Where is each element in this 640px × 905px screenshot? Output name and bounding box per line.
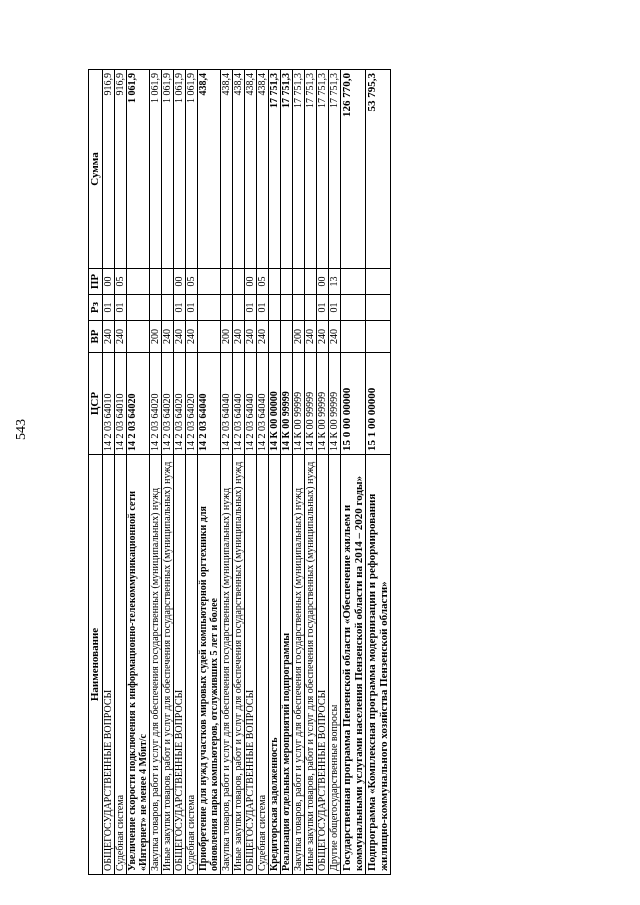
table-row xyxy=(221,70,233,875)
cell-pr xyxy=(305,269,317,295)
cell-name: Кредиторская задолженность xyxy=(269,455,281,875)
cell-rz: 01 xyxy=(245,295,257,321)
cell-csr: 14 2 03 64040 xyxy=(233,353,245,455)
table-row xyxy=(162,70,174,875)
cell-sum: 438,4 xyxy=(245,70,257,269)
cell-sum: 438,4 xyxy=(257,70,269,269)
cell-pr xyxy=(293,269,305,295)
cell-sum: 17 751,3 xyxy=(269,70,281,269)
table-row xyxy=(198,70,221,875)
cell-pr xyxy=(221,269,233,295)
cell-rz xyxy=(198,295,221,321)
cell-rz xyxy=(233,295,245,321)
cell-pr xyxy=(150,269,162,295)
table-header-row xyxy=(89,70,103,875)
cell-pr: 00 xyxy=(245,269,257,295)
cell-name: Судебная система xyxy=(186,455,198,875)
cell-rz xyxy=(269,295,281,321)
cell-rz: 01 xyxy=(329,295,341,321)
table-row xyxy=(115,70,127,875)
cell-rz: 01 xyxy=(257,295,269,321)
cell-name: ОБЩЕГОСУДАРСТВЕННЫЕ ВОПРОСЫ xyxy=(103,455,115,875)
cell-pr xyxy=(366,269,391,295)
cell-name: Реализация отдельных мероприятий подпрограммы xyxy=(281,455,293,875)
cell-name: ОБЩЕГОСУДАРСТВЕННЫЕ ВОПРОСЫ xyxy=(245,455,257,875)
cell-sum: 916,9 xyxy=(103,70,115,269)
table-row xyxy=(174,70,186,875)
cell-sum: 438,4 xyxy=(221,70,233,269)
cell-name: ОБЩЕГОСУДАРСТВЕННЫЕ ВОПРОСЫ xyxy=(174,455,186,875)
budget-table xyxy=(88,69,391,875)
cell-pr: 00 xyxy=(174,269,186,295)
cell-sum: 53 795,3 xyxy=(366,70,391,269)
cell-rz: 01 xyxy=(174,295,186,321)
cell-name: Подпрограмма «Комплексная программа модернизации и реформирования жилищно-коммунального хозяйства Пензенской области» xyxy=(366,455,391,875)
header-sum: Сумма xyxy=(89,70,103,269)
table-row xyxy=(366,70,391,875)
cell-rz: 01 xyxy=(115,295,127,321)
cell-csr: 14 К 00 99999 xyxy=(281,353,293,455)
page-number: 543 xyxy=(14,419,29,440)
cell-vr: 200 xyxy=(150,321,162,353)
cell-rz xyxy=(162,295,174,321)
cell-csr: 14 2 03 64040 xyxy=(245,353,257,455)
cell-name: Иные закупки товаров, работ и услуг для обеспечения государственных (муниципальных) нужд xyxy=(305,455,317,875)
header-vr: ВР xyxy=(89,321,103,353)
cell-vr xyxy=(127,321,150,353)
cell-csr: 14 2 03 64020 xyxy=(150,353,162,455)
cell-rz: 01 xyxy=(186,295,198,321)
cell-pr xyxy=(233,269,245,295)
table-row xyxy=(186,70,198,875)
cell-csr: 14 К 00 99999 xyxy=(329,353,341,455)
cell-csr: 14 К 00 99999 xyxy=(305,353,317,455)
cell-pr: 00 xyxy=(317,269,329,295)
table-row xyxy=(305,70,317,875)
cell-vr: 240 xyxy=(305,321,317,353)
cell-sum: 1 061,9 xyxy=(174,70,186,269)
cell-csr: 15 1 00 00000 xyxy=(366,353,391,455)
cell-name: Государственная программа Пензенской области «Обеспечение жильем и коммунальными услугами населения Пензенской области на 2014 – 2020 годы» xyxy=(341,455,366,875)
cell-name: Закупка товаров, работ и услуг для обеспечения государственных (муниципальных) нужд xyxy=(150,455,162,875)
cell-sum: 17 751,3 xyxy=(317,70,329,269)
cell-pr: 13 xyxy=(329,269,341,295)
cell-vr xyxy=(366,321,391,353)
cell-name: Увеличение скорости подключения к информационно-телекоммуникационной сети «Интернет» не менее 4 Мбит/с xyxy=(127,455,150,875)
cell-rz xyxy=(305,295,317,321)
cell-rz xyxy=(293,295,305,321)
cell-pr xyxy=(281,269,293,295)
cell-csr: 14 К 00 00000 xyxy=(269,353,281,455)
cell-name: Закупка товаров, работ и услуг для обеспечения государственных (муниципальных) нужд xyxy=(221,455,233,875)
cell-name: Иные закупки товаров, работ и услуг для обеспечения государственных (муниципальных) нужд xyxy=(233,455,245,875)
cell-csr: 14 2 03 64010 xyxy=(115,353,127,455)
cell-rz: 01 xyxy=(103,295,115,321)
cell-rz xyxy=(366,295,391,321)
table-row xyxy=(127,70,150,875)
cell-vr: 240 xyxy=(186,321,198,353)
cell-csr: 14 К 00 99999 xyxy=(317,353,329,455)
table-row xyxy=(269,70,281,875)
cell-name: Закупка товаров, работ и услуг для обеспечения государственных (муниципальных) нужд xyxy=(293,455,305,875)
cell-sum: 916,9 xyxy=(115,70,127,269)
cell-sum: 1 061,9 xyxy=(150,70,162,269)
cell-sum: 1 061,9 xyxy=(186,70,198,269)
cell-csr: 14 2 03 64020 xyxy=(186,353,198,455)
header-csr: ЦСР xyxy=(89,353,103,455)
cell-pr: 05 xyxy=(115,269,127,295)
cell-name: Приобретение для нужд участков мировых судей компьютерной оргтехники для обновления парка компьютеров, отслуживших 5 лет и более xyxy=(198,455,221,875)
cell-pr: 05 xyxy=(186,269,198,295)
table-row xyxy=(341,70,366,875)
cell-vr: 240 xyxy=(233,321,245,353)
cell-vr: 240 xyxy=(103,321,115,353)
cell-sum: 17 751,3 xyxy=(293,70,305,269)
cell-vr: 200 xyxy=(293,321,305,353)
cell-sum: 438,4 xyxy=(233,70,245,269)
cell-vr: 200 xyxy=(221,321,233,353)
cell-pr: 00 xyxy=(103,269,115,295)
cell-sum: 438,4 xyxy=(198,70,221,269)
cell-csr: 15 0 00 00000 xyxy=(341,353,366,455)
table-row xyxy=(317,70,329,875)
cell-name: Судебная система xyxy=(257,455,269,875)
header-pr: ПР xyxy=(89,269,103,295)
cell-pr: 05 xyxy=(257,269,269,295)
table-row xyxy=(257,70,269,875)
cell-sum: 1 061,9 xyxy=(127,70,150,269)
cell-sum: 126 770,0 xyxy=(341,70,366,269)
cell-vr: 240 xyxy=(329,321,341,353)
cell-csr: 14 2 03 64010 xyxy=(103,353,115,455)
table-row xyxy=(293,70,305,875)
cell-pr xyxy=(127,269,150,295)
table-row xyxy=(329,70,341,875)
cell-sum: 17 751,3 xyxy=(281,70,293,269)
cell-rz xyxy=(127,295,150,321)
cell-csr: 14 2 03 64040 xyxy=(198,353,221,455)
cell-name: Судебная система xyxy=(115,455,127,875)
cell-pr xyxy=(198,269,221,295)
cell-vr: 240 xyxy=(257,321,269,353)
table-row xyxy=(233,70,245,875)
cell-vr: 240 xyxy=(115,321,127,353)
cell-sum: 1 061,9 xyxy=(162,70,174,269)
cell-name: Другие общегосударственные вопросы xyxy=(329,455,341,875)
cell-name: ОБЩЕГОСУДАРСТВЕННЫЕ ВОПРОСЫ xyxy=(317,455,329,875)
table-row xyxy=(150,70,162,875)
cell-name: Иные закупки товаров, работ и услуг для обеспечения государственных (муниципальных) нужд xyxy=(162,455,174,875)
cell-rz xyxy=(221,295,233,321)
cell-csr: 14 2 03 64040 xyxy=(257,353,269,455)
cell-pr xyxy=(341,269,366,295)
cell-pr xyxy=(162,269,174,295)
cell-rz xyxy=(150,295,162,321)
table-row xyxy=(245,70,257,875)
header-name: Наименование xyxy=(89,455,103,875)
cell-rz xyxy=(281,295,293,321)
header-rz: Рз xyxy=(89,295,103,321)
table-row xyxy=(103,70,115,875)
cell-rz: 01 xyxy=(317,295,329,321)
cell-vr xyxy=(281,321,293,353)
budget-table-rotated xyxy=(88,70,391,875)
cell-vr: 240 xyxy=(245,321,257,353)
cell-csr: 14 2 03 64020 xyxy=(162,353,174,455)
table-row xyxy=(281,70,293,875)
cell-sum: 17 751,3 xyxy=(329,70,341,269)
cell-vr xyxy=(269,321,281,353)
cell-csr: 14 2 03 64040 xyxy=(221,353,233,455)
cell-sum: 17 751,3 xyxy=(305,70,317,269)
cell-csr: 14 2 03 64020 xyxy=(127,353,150,455)
cell-csr: 14 К 00 99999 xyxy=(293,353,305,455)
cell-vr xyxy=(198,321,221,353)
cell-vr: 240 xyxy=(174,321,186,353)
cell-vr: 240 xyxy=(317,321,329,353)
cell-csr: 14 2 03 64020 xyxy=(174,353,186,455)
cell-rz xyxy=(341,295,366,321)
cell-vr: 240 xyxy=(162,321,174,353)
cell-pr xyxy=(269,269,281,295)
cell-vr xyxy=(341,321,366,353)
